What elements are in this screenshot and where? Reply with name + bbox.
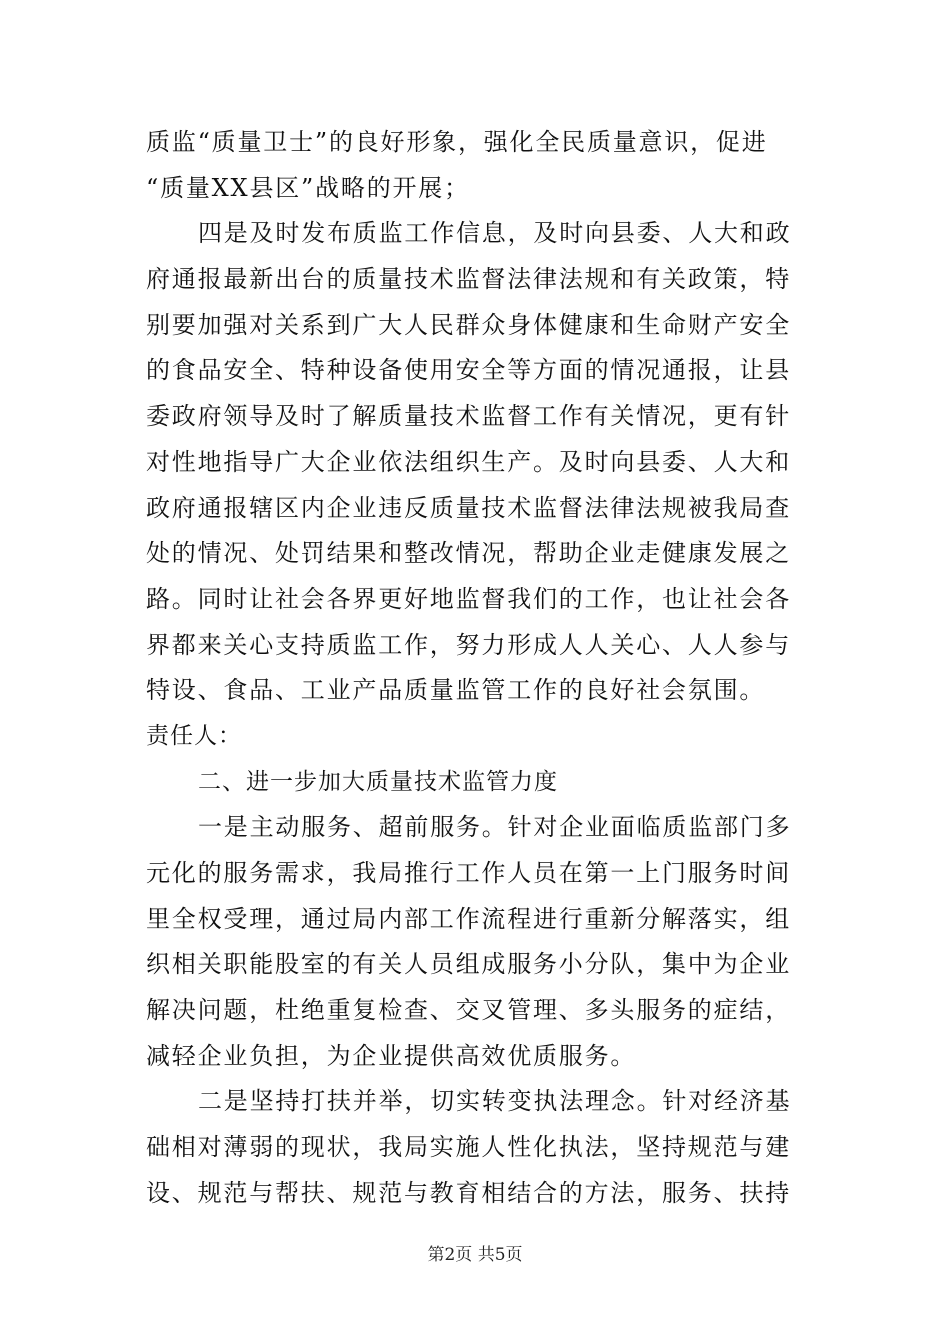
text-line: 减轻企业负担，为企业提供高效优质服务。 [146, 1041, 637, 1070]
section-heading: 二、进一步加大质量技术监管力度 [198, 768, 558, 795]
text-line: 处的情况、处罚结果和整改情况，帮助企业走健康发展之 [146, 539, 791, 568]
text-line: 解决问题，杜绝重复检查、交叉管理、多头服务的症结， [146, 996, 791, 1025]
text-line: 委政府领导及时了解质量技术监督工作有关情况，更有针 [146, 402, 791, 431]
text-line: 别要加强对关系到广大人民群众身体健康和生命财产安全 [146, 310, 791, 339]
text-line: 设、规范与帮扶、规范与教育相结合的方法，服务、扶持 [146, 1178, 791, 1207]
text-line: 的食品安全、特种设备使用安全等方面的情况通报，让县 [146, 356, 791, 385]
paragraph-start-line: 二是坚持打扶并举，切实转变执法理念。针对经济基 [198, 1087, 792, 1116]
paragraph-start-line: 一是主动服务、超前服务。针对企业面临质监部门多 [198, 813, 792, 842]
text-line: “质量XX县区”战略的开展； [146, 173, 470, 202]
text-line: 府通报最新出台的质量技术监督法律法规和有关政策，特 [146, 265, 791, 294]
page-number-footer: 第2页 共5页 [427, 1245, 523, 1265]
text-line: 政府通报辖区内企业违反质量技术监督法律法规被我局查 [146, 493, 791, 522]
document-body [146, 120, 808, 1217]
text-line: 对性地指导广大企业依法组织生产。及时向县委、人大和 [146, 447, 791, 476]
text-line: 质监“质量卫士”的良好形象，强化全民质量意识，促进 [146, 128, 768, 156]
text-line: 路。同时让社会各界更好地监督我们的工作，也让社会各 [146, 584, 791, 613]
text-line: 织相关职能股室的有关人员组成服务小分队，集中为企业 [146, 950, 791, 979]
text-line: 界都来关心支持质监工作，努力形成人人关心、人人参与 [146, 630, 791, 659]
text-line: 元化的服务需求，我局推行工作人员在第一上门服务时间 [146, 859, 791, 887]
text-line: 础相对薄弱的现状，我局实施人性化执法，坚持规范与建 [146, 1133, 791, 1162]
responsible-person-label: 责任人： [146, 722, 242, 749]
paragraph-start-line: 四是及时发布质监工作信息，及时向县委、人大和政 [198, 219, 792, 248]
text-line: 特设、食品、工业产品质量监管工作的良好社会氛围。 [146, 676, 766, 705]
text-line: 里全权受理，通过局内部工作流程进行重新分解落实，组 [146, 904, 791, 933]
